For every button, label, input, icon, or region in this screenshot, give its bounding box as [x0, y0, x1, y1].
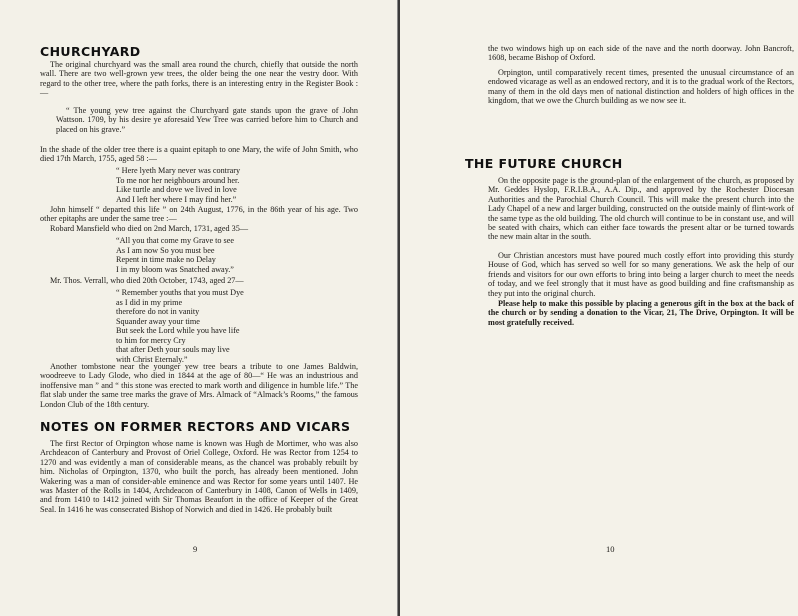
- paragraph-rectors: The first Rector of Orpington whose name is known was Hugh de Mortimer, who was also Archdeacon of Canterbury and Provost of Oriel College, Oxford. He was Rector from 1254 to 1270 and was evidently a man of considerable means, as the chancel was probably rebuilt by him. Nicholas of Orpington, 1370, who built the porch, has already been mentioned. John Wakering was a man of consider-able eminence and was Rector for some years until 1407. He was Master of the Rolls in 1404, Archdeacon of Canterbury in 1408, Canon of Wells in 1409, and from 1410 to 1412 joined with Sir Thomas Beaufort in the office of Keeper of the Great Seal. In 1416 he was consecrated Bishop of Norwich and died in 1426. He probably built: [40, 439, 358, 514]
- page-number: 10: [606, 544, 615, 554]
- paragraph-ground-plan: On the opposite page is the ground-plan of the enlargement of the church, as proposed by Mr. Geddes Hyslop, F.R.I.B.A., A.A. Dip., and approved by the Rochester Diocesan Authorities and the Parochial Church Council. This will make the present church into the Lady Chapel of a new and larger building, constructed on the outside mainly of flint-work of the same type as the old building. The old church will continue to be in constant use, and will be seated with chairs, which can either face towards the present altar or be turned towards the new main altar in the south.: [488, 176, 794, 242]
- verse-robard-mansfield: “All you that come my Grave to see As I am now So you must bee Repent in time make no Delay I in my bloom was Snatched away.”: [116, 236, 234, 274]
- page-number: 9: [193, 544, 198, 554]
- left-page: [0, 0, 398, 616]
- verse-mary-smith: “ Here lyeth Mary never was contrary To me nor her neighbours around her. Like turtle and dove we lived in love And I left her where I may find her.”: [116, 166, 241, 204]
- paragraph-bancroft: the two windows high up on each side of the nave and the north doorway. John Bancroft, 1608, became Bishop of Oxford.: [488, 44, 794, 63]
- paragraph-christian-ancestors: Our Christian ancestors must have poured much costly effort into providing this sturdy House of God, which has served so well for so many generations. We ask the help of our friends and visitors for our own efforts to bring into being a larger church to meet the needs of today, and we feel strongly that it must have as good building and fine craftsmanship as they put into the original church.: [488, 251, 794, 298]
- heading-churchyard: CHURCHYARD: [40, 44, 141, 59]
- paragraph-churchyard-intro: The original churchyard was the small area round the church, chiefly that outside the north wall. There are two well-grown yew trees, the older being the one near the vestry door. With regard to the other tree, where the path forks, there is an interesting entry in the Register Book :—: [40, 60, 358, 98]
- paragraph-mary-smith: In the shade of the older tree there is a quaint epitaph to one Mary, the wife of John Smith, who died 17th March, 1755, aged 58 :—: [40, 145, 358, 164]
- verse-thos-verrall: “ Remember youths that you must Dye as I did in my prime therefore do not in vanity Squander away your time But seek the Lord while you have life to him for mercy Cry that after Deth your souls may live with Christ Eternaly.”: [116, 288, 244, 364]
- heading-future-church: THE FUTURE CHURCH: [465, 156, 623, 171]
- paragraph-donation-appeal: Please help to make this possible by placing a generous gift in the box at the back of the church or by sending a donation to the Vicar, 21, The Drive, Orpington. It will be most gratefully received.: [488, 299, 794, 327]
- paragraph-james-baldwin: Another tombstone near the younger yew tree bears a tribute to one James Baldwin, woodreeve to Lady Glode, who died in 1844 at the age of 80—“ He was an industrious and inoffensive man ” and “ this stone was erected to mark worth and diligence in humble life.” The flat slab under the same tree marks the grave of Mrs. Almack of “Almack’s Rooms,” the famous London Club of the 18th century.: [40, 362, 358, 409]
- paragraph-vicarage-rectory: Orpington, until comparatively recent times, presented the unusual circumstance of an endowed vicarage as well as an endowed rectory, and it is to the gradual work of the Rectors, many of them in the old days men of national distinction and holders of high offices in the kingdom, that we owe the Church building as we now see it.: [488, 68, 794, 106]
- heading-rectors-vicars: NOTES ON FORMER RECTORS AND VICARS: [40, 419, 351, 434]
- paragraph-robard-mansfield: Robard Mansfield who died on 2nd March, 1731, aged 35—: [50, 224, 249, 233]
- paragraph-thos-verrall: Mr. Thos. Verrall, who died 20th October, 1743, aged 27—: [50, 276, 244, 285]
- paragraph-john-smith: John himself “ departed this life ” on 24th August, 1776, in the 86th year of his age. Two other epitaphs are under the same tree :—: [40, 205, 358, 224]
- quote-register-book: “ The young yew tree against the Churchyard gate stands upon the grave of John Wattson. 1709, by his desire ye aforesaid Yew Tree was carried before him to Church and placed on his grave.”: [56, 106, 358, 134]
- right-page: [400, 0, 798, 616]
